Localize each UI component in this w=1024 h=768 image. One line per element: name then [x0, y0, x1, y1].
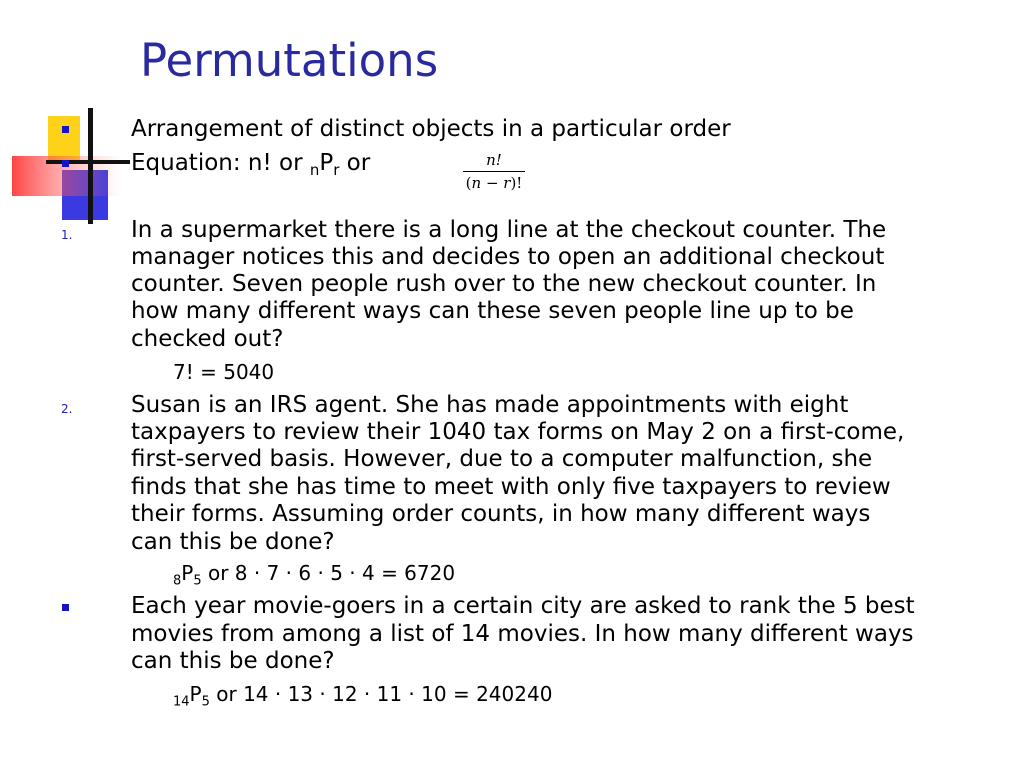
bullet-text: Arrangement of distinct objects in a particular order — [131, 116, 731, 142]
problem-line: can this be done? — [131, 529, 335, 555]
problem-line: their forms. Assuming order counts, in how many different ways — [131, 501, 871, 527]
bullet-marker-icon — [62, 604, 69, 611]
problem-line: checked out? — [131, 326, 284, 352]
problem-line: In a supermarket there is a long line at the checkout counter. The — [131, 217, 887, 243]
fraction-denominator: (n − r)! — [465, 174, 523, 192]
problem-line: Each year movie-goers in a certain city are asked to rank the 5 best — [131, 593, 915, 619]
problem-line: manager notices this and decides to open an additional checkout — [131, 244, 885, 270]
problem-answer: $_{14}P_5$ or 14 · 13 · 12 · 11 · 10 = 240240 — [173, 682, 553, 710]
bullet-marker-icon — [62, 126, 69, 133]
problem-line: Susan is an IRS agent. She has made appointments with eight — [131, 392, 849, 418]
problem-number: 1. — [61, 228, 73, 242]
problem-number: 2. — [61, 402, 73, 416]
problem-line: finds that she has time to meet with only five taxpayers to review — [131, 474, 891, 500]
perm-sub-r: r — [333, 161, 340, 180]
permutation-fraction — [459, 150, 529, 193]
slide-title: Permutations — [140, 34, 439, 87]
perm-sub-n: n — [309, 161, 320, 180]
equation-line — [131, 149, 370, 184]
problem-line: how many different ways can these seven people line up to be — [131, 298, 854, 324]
problem-line: counter. Seven people rush over to the new checkout counter. In — [131, 271, 877, 297]
problem-answer: 7! = 5040 — [173, 360, 275, 384]
problem-line: first-served basis. However, due to a computer malfunction, she — [131, 446, 873, 472]
bullet-marker-icon — [62, 160, 69, 167]
fraction-bar — [463, 171, 525, 172]
equation-or: or — [339, 150, 371, 176]
equation-label: Equation: n! or — [131, 150, 310, 176]
problem-line: taxpayers to review their 1040 tax forms on May 2 on a first-come, — [131, 419, 905, 445]
decorative-squares-graphic — [10, 106, 140, 226]
fraction-numerator: n! — [486, 151, 502, 169]
problem-line: can this be done? — [131, 648, 335, 674]
perm-P: P — [319, 150, 334, 176]
problem-answer: $_8P_5$ or 8 · 7 · 6 · 5 · 4 = 6720 — [173, 561, 456, 589]
problem-line: movies from among a list of 14 movies. In how many different ways — [131, 621, 914, 647]
